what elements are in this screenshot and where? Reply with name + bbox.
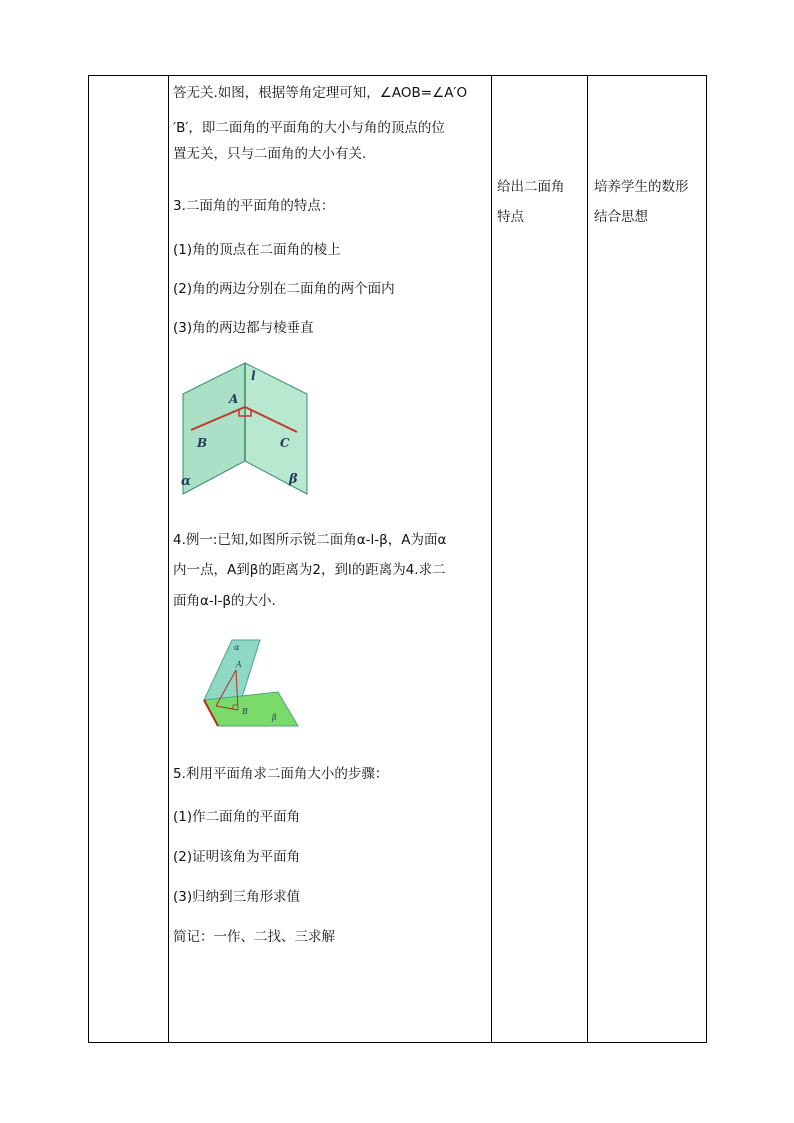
column-divider: [587, 76, 588, 1042]
label-A: A: [229, 392, 239, 406]
column-divider: [168, 76, 169, 1042]
intro-line-3: 置无关，只与二面角的大小有关.: [173, 146, 367, 162]
fig2-label-beta: β: [272, 713, 277, 722]
label-alpha: α: [181, 474, 192, 489]
section-3-item-3: (3)角的两边都与棱垂直: [173, 320, 314, 336]
label-beta: β: [289, 472, 298, 487]
section-5-item-1: (1)作二面角的平面角: [173, 809, 301, 825]
section-5-item-2: (2)证明该角为平面角: [173, 849, 301, 865]
label-B: B: [197, 436, 208, 450]
example-line-3: 面角α-l-β的大小.: [173, 593, 276, 609]
section-3-title: 3.二面角的平面角的特点：: [173, 198, 335, 214]
example-line-2: 内一点，A到β的距离为2，到l的距离为4.求二: [173, 562, 446, 578]
dihedral-angle-figure: [173, 361, 318, 498]
column-divider: [491, 76, 492, 1042]
example-figure: [200, 636, 300, 730]
section-5-item-3: (3)归纳到三角形求值: [173, 889, 301, 905]
empty-cell: [89, 76, 168, 1042]
section-5-title: 5.利用平面角求二面角大小的步骤：: [173, 766, 389, 782]
section-3-item-1: (1)角的顶点在二面角的棱上: [173, 242, 341, 258]
fig2-label-alpha: α: [234, 643, 240, 652]
activity-line-1: 给出二面角: [497, 179, 565, 195]
intent-cell: [594, 76, 706, 1042]
fig2-label-B: B: [242, 707, 248, 716]
activity-cell: [497, 76, 585, 1042]
intent-line-1: 培养学生的数形: [594, 179, 689, 195]
intro-line-1: 答无关.如图，根据等角定理可知，∠AOB=∠A′O: [173, 85, 468, 101]
label-l: l: [251, 369, 256, 383]
lesson-table: [88, 75, 707, 1043]
fig2-label-A: A: [236, 660, 242, 669]
label-C: C: [280, 436, 290, 450]
intro-line-2: ′B′，即二面角的平面角的大小与角的顶点的位: [173, 120, 445, 136]
example-line-1: 4.例一:已知,如图所示锐二面角α-l-β，A为面α: [173, 532, 447, 548]
intent-line-2: 结合思想: [594, 209, 648, 225]
main-content-cell: [173, 76, 488, 1042]
summary-text: 简记：一作、二找、三求解: [173, 929, 335, 945]
activity-line-2: 特点: [497, 209, 524, 225]
section-3-item-2: (2)角的两边分别在二面角的两个面内: [173, 281, 395, 297]
